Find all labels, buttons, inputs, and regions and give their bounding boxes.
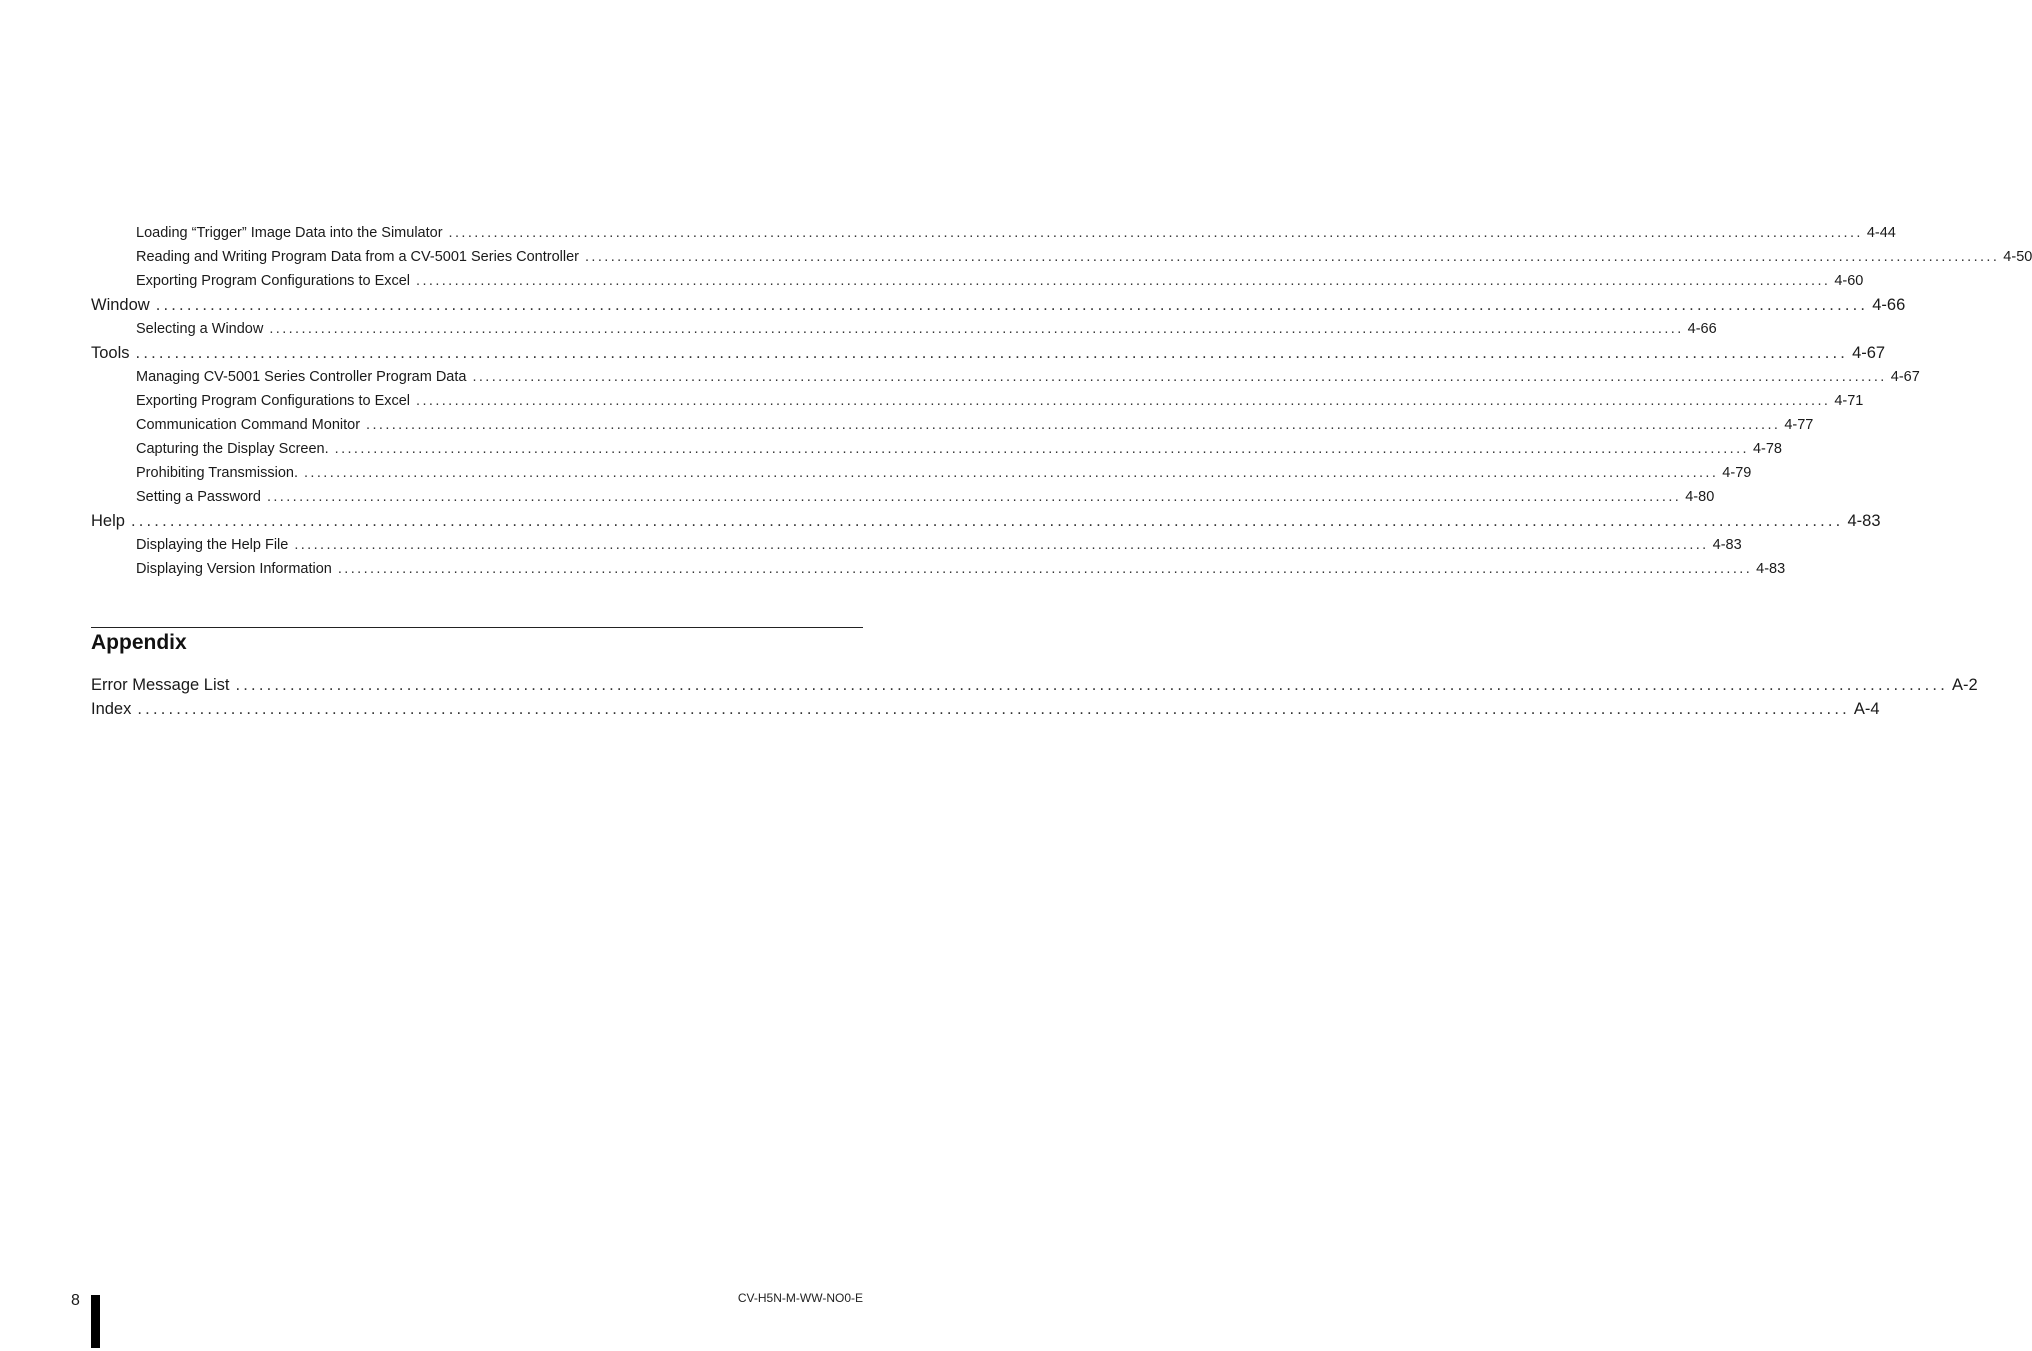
toc-entry-page: 4-77 bbox=[1784, 417, 1814, 433]
toc-entry-title: Loading “Trigger” Image Data into the Simulator bbox=[136, 225, 443, 241]
dot-leader: ............................................................................................................................................................................................................................ bbox=[448, 225, 1863, 241]
dot-leader: ............................................................................................................................................................................................................................ bbox=[266, 489, 1682, 505]
toc-entry-title: Error Message List bbox=[91, 676, 230, 694]
toc-entry-page: 4-60 bbox=[1834, 273, 1864, 289]
toc-entry-page: 4-50 bbox=[2003, 249, 2032, 265]
toc-subsection-entry[interactable] bbox=[91, 221, 1896, 245]
dot-leader: ............................................................................................................................................................................................................................ bbox=[130, 512, 1844, 530]
toc-subsection-entry[interactable] bbox=[91, 437, 1782, 461]
chapter-tab-marker bbox=[91, 1295, 100, 1348]
toc-subsection-entry[interactable] bbox=[91, 269, 1864, 293]
toc-entry-page: 4-71 bbox=[1834, 393, 1864, 409]
toc-entry-page: 4-83 bbox=[1847, 512, 1881, 530]
toc-subsection-entry[interactable] bbox=[91, 389, 1864, 413]
dot-leader: ............................................................................................................................................................................................................................ bbox=[304, 465, 1719, 481]
toc-entry-title: Communication Command Monitor bbox=[136, 417, 361, 433]
dot-leader: ............................................................................................................................................................................................................................ bbox=[155, 296, 1869, 314]
toc-section-entry[interactable] bbox=[91, 341, 1886, 365]
toc-entry-title: Setting a Password bbox=[136, 489, 261, 505]
dot-leader: ............................................................................................................................................................................................................................ bbox=[334, 441, 1749, 457]
toc-entry-title: Managing CV-5001 Series Controller Program Data bbox=[136, 369, 467, 385]
dot-leader: ............................................................................................................................................................................................................................ bbox=[416, 273, 1831, 289]
dot-leader: ............................................................................................................................................................................................................................ bbox=[472, 369, 1887, 385]
toc-subsection-entry[interactable] bbox=[91, 461, 1752, 485]
toc-entry-page: 4-78 bbox=[1752, 441, 1782, 457]
toc-entry-page: 4-66 bbox=[1872, 296, 1906, 314]
toc-entry-title: Help bbox=[91, 512, 125, 530]
toc-entry-page: A-4 bbox=[1853, 700, 1880, 718]
toc-subsection-entry[interactable] bbox=[91, 413, 1814, 437]
toc-subsection-entry[interactable] bbox=[91, 485, 1715, 509]
toc-entry-page: 4-67 bbox=[1852, 344, 1886, 362]
toc-entry-title: Index bbox=[91, 700, 132, 718]
table-of-contents bbox=[91, 221, 2032, 581]
page-number: 8 bbox=[71, 1292, 80, 1309]
toc-subsection-entry[interactable] bbox=[91, 557, 1786, 581]
toc-entry-page: 4-79 bbox=[1722, 465, 1752, 481]
toc-entry-title: Displaying Version Information bbox=[136, 561, 332, 577]
toc-entry-title: Exporting Program Configurations to Excel bbox=[136, 273, 411, 289]
toc-section-entry[interactable] bbox=[91, 697, 1880, 721]
toc-section-entry[interactable] bbox=[91, 293, 1906, 317]
dot-leader: ............................................................................................................................................................................................................................ bbox=[366, 417, 1781, 433]
dot-leader: ............................................................................................................................................................................................................................ bbox=[269, 321, 1684, 337]
document-code: CV-H5N-M-WW-NO0-E bbox=[737, 1291, 863, 1305]
dot-leader: ............................................................................................................................................................................................................................ bbox=[294, 537, 1709, 553]
toc-entry-page: 4-80 bbox=[1685, 489, 1715, 505]
toc-section-entry[interactable] bbox=[91, 509, 1881, 533]
toc-entry-title: Tools bbox=[91, 344, 130, 362]
toc-entry-title: Capturing the Display Screen. bbox=[136, 441, 329, 457]
toc-entry-title: Prohibiting Transmission. bbox=[136, 465, 298, 481]
toc-entry-title: Displaying the Help File bbox=[136, 537, 289, 553]
toc-subsection-entry[interactable] bbox=[91, 245, 2032, 269]
toc-entry-page: 4-83 bbox=[1712, 537, 1742, 553]
toc-entry-title: Reading and Writing Program Data from a CV-5001 Series Controller bbox=[136, 249, 579, 265]
toc-entry-page: 4-66 bbox=[1687, 321, 1717, 337]
toc-entry-page: 4-67 bbox=[1890, 369, 1920, 385]
toc-subsection-entry[interactable] bbox=[91, 365, 1920, 389]
toc-subsection-entry[interactable] bbox=[91, 317, 1717, 341]
section-divider bbox=[91, 627, 863, 628]
appendix-contents bbox=[91, 673, 1978, 721]
dot-leader: ............................................................................................................................................................................................................................ bbox=[235, 676, 1948, 694]
toc-subsection-entry[interactable] bbox=[91, 533, 1742, 557]
toc-entry-page: 4-83 bbox=[1756, 561, 1786, 577]
toc-section-entry[interactable] bbox=[91, 673, 1978, 697]
toc-entry-title: Selecting a Window bbox=[136, 321, 264, 337]
appendix-heading: Appendix bbox=[91, 631, 187, 654]
dot-leader: ............................................................................................................................................................................................................................ bbox=[416, 393, 1831, 409]
dot-leader: ............................................................................................................................................................................................................................ bbox=[585, 249, 2000, 265]
dot-leader: ............................................................................................................................................................................................................................ bbox=[135, 344, 1849, 362]
toc-entry-title: Exporting Program Configurations to Excel bbox=[136, 393, 411, 409]
dot-leader: ............................................................................................................................................................................................................................ bbox=[337, 561, 1753, 577]
dot-leader: ............................................................................................................................................................................................................................ bbox=[137, 700, 1850, 718]
toc-entry-title: Window bbox=[91, 296, 150, 314]
toc-entry-page: A-2 bbox=[1952, 676, 1978, 694]
toc-entry-page: 4-44 bbox=[1866, 225, 1896, 241]
